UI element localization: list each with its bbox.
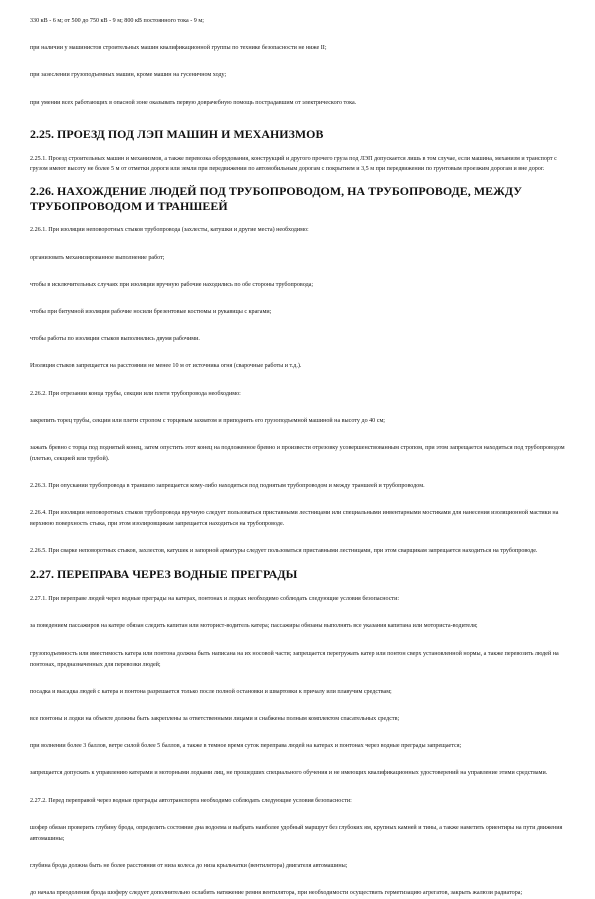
paragraph: глубина брода должна быть не более расстояния от низа колеса до низа крыльчатки (вентилятора) двигателя автомашины; (30, 862, 348, 869)
paragraph: зажать бревно с торца под поднятый конец, затем опустить этот конец на подложенное бревно и произвести отрезовку усовершенствованным стропом, при этом запрещается находиться под трубопроводом (плетью, секцией или трубой). (30, 444, 565, 462)
section-2-27-body (30, 594, 567, 899)
section-2-26-body (30, 225, 567, 557)
paragraph: до начала преодоления брода шоферу следует дополнительно ослабить натяжение ремня вентилятора, при необходимости осуществить герметизацию агрегатов, закрыть жалюзи радиатора; (30, 890, 523, 897)
paragraph: шофер обязан проверить глубину брода, определить состояние дна водоема и выбрать наиболее удобный маршрут без глубоких ям, крупных камней и тины, а также наметить ориентиры на пути движения автомашины; (30, 824, 563, 842)
section-2-25-body (30, 154, 567, 176)
section-heading-2-27: 2.27. ПЕРЕПРАВА ЧЕРЕЗ ВОДНЫЕ ПРЕГРАДЫ (30, 567, 298, 582)
paragraph: 2.26.1. При изоляции неповоротных стыков трубопровода (захлесты, катушки и другие места) необходимо: (30, 227, 309, 234)
paragraph: 2.25.1. Проезд строительных машин и механизмов, а также перевозка оборудования, конструкций и другого прочего груза под ЛЭП допускается лишь в том случае, если машина, механизм и транспорт с грузом имеют высоту не более 5 м от отметки дороги или земли при передвижении по автомобильным дорогам с покрытием и 3,5 м при передвижении по грунтовым проезжим дорогам и вне дорог. (30, 155, 557, 173)
paragraph: запрещается допускать к управлению катерами и моторными лодками лиц, не прошедших специального обучения и не имеющих квалификационных удостоверений на управление этими средствами. (30, 770, 548, 777)
paragraph: Изоляция стыков запрещается на расстоянии не менее 10 м от источника огня (сварочные работы и т.д.). (30, 363, 302, 370)
paragraph: чтобы при битумной изоляции рабочие носили брезентовые костюмы и рукавицы с крагами; (30, 308, 272, 315)
paragraph: при волнении более 3 баллов, ветре силой более 5 баллов, а также в темное время суток переправа людей на катерах и понтонах через водные преграды запрещается; (30, 743, 462, 750)
paragraph: 330 кВ - 6 м; от 500 до 750 кВ - 9 м; 800 кВ постоянного тока - 9 м; (30, 18, 204, 24)
paragraph: все понтоны и лодки на объекте должны быть закреплены за ответственными лицами и снабжены полным комплектом спасательных средств; (30, 716, 400, 722)
paragraph: 2.27.1. При переправе людей через водные преграды на катерах, понтонах и лодках необходимо соблюдать следующие условия безопасности: (30, 596, 400, 603)
paragraph: за поведением пассажиров на катере обязан следить капитан или моторист-водитель катера; пассажиры обязаны выполнять все указания капитана или моториста-водителя; (30, 623, 478, 630)
paragraph: посадка и высадка людей с катера и понтона разрешается только после полной остановки и швартовки к причалу или плавучим средствам; (30, 688, 392, 695)
paragraph: 2.27.2. Перед переправой через водные преграды автотранспорта необходимо соблюдать следующие условия безопасности: (30, 797, 352, 804)
paragraph: 2.26.3. При опускании трубопровода в траншею запрещается кому-либо находиться под поднятым трубопроводом и между траншеей и трубопроводом. (30, 483, 425, 490)
paragraph: грузоподъемность или вместимость катера или понтона должна быть написана на их носовой части; запрещается перегружать катер или понтон сверх установленной нормы, а также перевозить людей на понтонах, предназначенных для перевозки людей; (30, 650, 559, 668)
section-heading-2-25: 2.25. ПРОЕЗД ПОД ЛЭП МАШИН И МЕХАНИЗМОВ (30, 126, 324, 141)
paragraph: 2.26.4. При изоляции неповоротных стыков трубопровода вручную следует пользоваться приставными лестницами или специальными инвентарными мостиками для нанесения изоляционной мастики на верхнюю поверхность стыка, при этом изолировщикам запрещается находиться на трубопроводе. (30, 510, 559, 528)
paragraph: чтобы работы по изоляции стыков выполнялись двумя рабочими. (30, 336, 200, 343)
paragraph: при наличии у машинистов строительных машин квалификационной группы по технике безопасности не ниже II; (30, 45, 327, 52)
paragraph: при зазеслении грузоподъемных машин, кроме машин на гусеничном ходу; (30, 72, 227, 79)
section-heading-2-26: 2.26. НАХОЖДЕНИЕ ЛЮДЕЙ ПОД ТРУБОПРОВОДОМ, НА ТРУБОПРОВОДЕ, МЕЖДУ ТРУБОПРОВОДОМ И ТРАНШЕЕЙ (30, 184, 523, 214)
paragraph: при умении всех работающих в опасной зоне оказывать первую доврачебную помощь пострадавшим от электрического тока. (30, 99, 357, 106)
paragraph: 2.26.5. При сварке неповоротных стыков, захлестов, катушек и запорной арматуры следует пользоваться приставными лестницами, при этом сварщикам запрещается находиться на трубопроводе. (30, 548, 538, 555)
paragraph: 2.26.2. При отрезании конца трубы, секции или плети трубопровода необходимо: (30, 390, 241, 397)
paragraph: организовать механизированное выполнение работ; (30, 254, 165, 261)
intro-block (30, 16, 567, 109)
paragraph: закрепить торец трубы, секции или плети стропом с торцевым захватом и приподнять его грузоподъемной машиной на высоту до 40 см; (30, 417, 386, 424)
paragraph: чтобы в исключительных случаях при изоляции вручную рабочие находились по обе стороны трубопровода; (30, 281, 314, 288)
